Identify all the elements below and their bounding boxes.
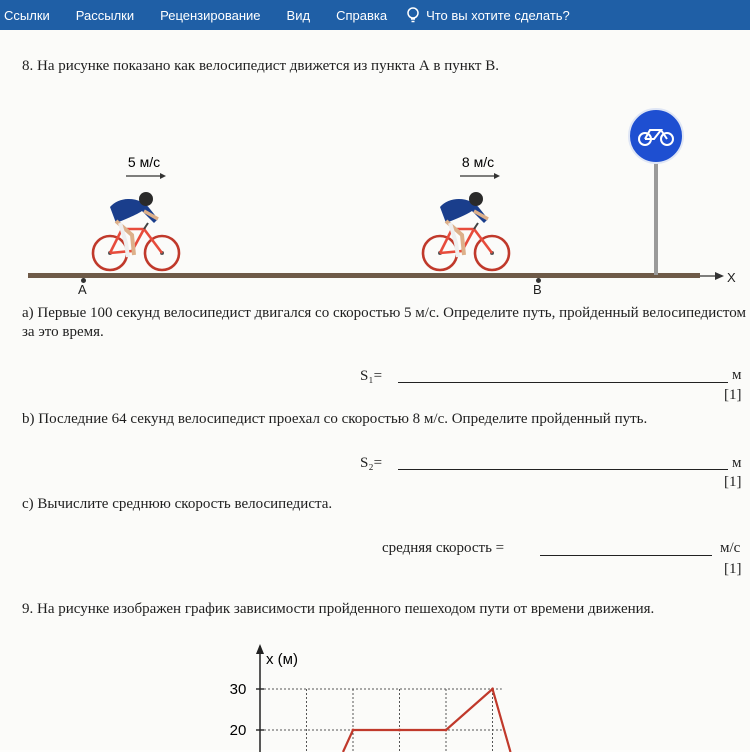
q8b-marks: [1]	[724, 474, 742, 490]
tab-review[interactable]: Рецензирование	[160, 7, 261, 23]
y-axis-label: x (м)	[266, 651, 298, 668]
s1-unit: м	[732, 367, 742, 383]
cyclist-figure	[0, 60, 750, 280]
chart-grid	[256, 689, 502, 752]
axis-x-label: X	[727, 270, 736, 285]
path-series-line	[343, 689, 511, 752]
y-tick-30: 30	[229, 681, 247, 698]
point-a-label: A	[78, 282, 87, 297]
avg-speed-answer-line[interactable]	[540, 555, 712, 556]
tell-me-text: Что вы хотите сделать?	[426, 7, 570, 23]
data-point-4	[491, 688, 494, 691]
point-b-label: B	[533, 282, 542, 297]
ribbon-tabs	[0, 0, 750, 30]
s1-label: S₁=	[360, 368, 383, 384]
y-axis-arrow	[256, 644, 264, 654]
data-point-2	[398, 729, 401, 732]
s2-unit: м	[732, 455, 742, 471]
tab-mailings[interactable]: Рассылки	[75, 7, 135, 23]
avg-speed-label: средняя скорость =	[382, 540, 505, 556]
s1-answer-line[interactable]	[398, 382, 728, 383]
road	[28, 273, 700, 278]
s2-answer-line[interactable]	[398, 469, 728, 470]
q8c-marks: [1]	[724, 561, 742, 577]
speed-right-label: 8 м/с	[461, 154, 495, 170]
tab-view[interactable]: Вид	[286, 7, 311, 23]
sign-pole	[654, 158, 658, 275]
q8-text: 8. На рисунке показано как велосипедист движется из пункта А в пункт В.	[22, 58, 499, 74]
bicycle-road-sign-icon	[629, 109, 683, 163]
document-page	[0, 30, 750, 750]
y-tick-20: 20	[229, 722, 247, 739]
speed-left-label: 5 м/с	[127, 154, 161, 170]
cyclist-left	[93, 192, 179, 270]
lightbulb-icon	[406, 7, 420, 24]
tab-references[interactable]: Ссылки	[4, 7, 50, 23]
data-point-3	[445, 729, 448, 732]
tab-help[interactable]: Справка	[336, 7, 388, 23]
tell-me-box[interactable]	[400, 7, 583, 24]
q8b-text: b) Последние 64 секунд велосипедист проехал со скоростью 8 м/с. Определите пройденный путь.	[22, 411, 648, 427]
data-point-1	[352, 729, 355, 732]
cyclist-right	[423, 192, 509, 270]
q8a-marks: [1]	[724, 387, 742, 403]
chart-line-group	[343, 688, 511, 752]
distance-time-chart	[200, 642, 520, 752]
avg-speed-unit: м/с	[720, 540, 741, 556]
s2-label: S₂=	[360, 455, 383, 471]
q9-text: 9. На рисунке изображен график зависимости пройденного пешеходом пути от времени движения.	[22, 601, 655, 617]
q8a-text: а) Первые 100 секунд велосипедист двигался со скоростью 5 м/с. Определите путь, пройденный велосипедистом за это время.	[22, 305, 746, 340]
q8c-text: c) Вычислите среднюю скорость велосипедиста.	[22, 496, 333, 512]
